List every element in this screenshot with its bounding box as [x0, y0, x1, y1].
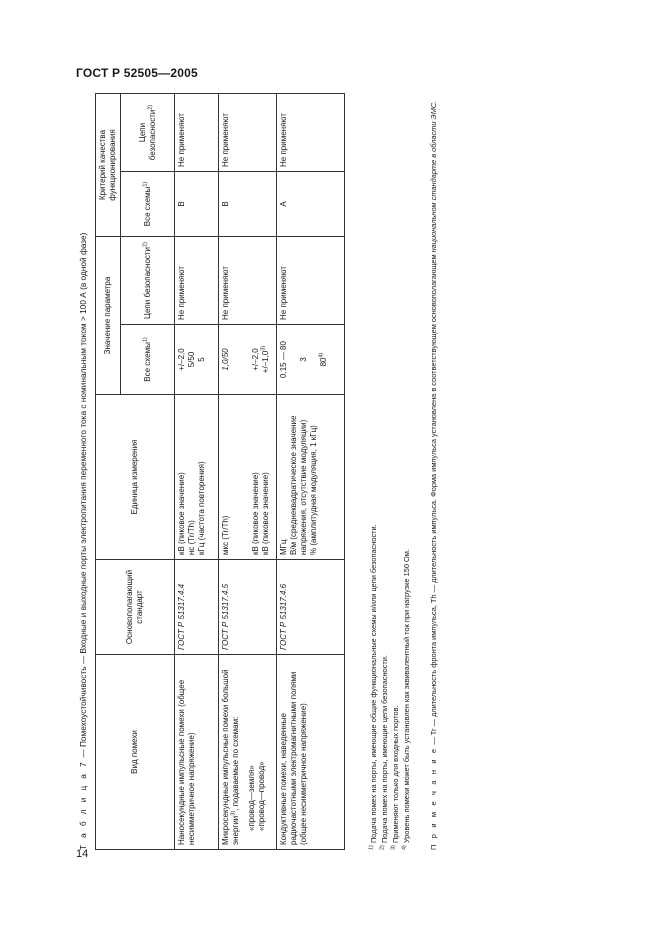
rotated-table-page	[78, 90, 463, 850]
row1-value-safety: Не применяют	[175, 237, 219, 325]
row2-crit-all: В	[219, 172, 277, 237]
immunity-table	[95, 93, 345, 850]
table-note: П р и м е ч а н и е — Tr — длительность фронта импульса, Th — длительность импульса. Форма импульса установлена в соответствующем основополагающем национальном стандарте в области ЭМС.	[429, 100, 438, 850]
header-value-all: Все схемы$^{1)}$	[121, 325, 175, 395]
header-crit-all: Все схемы$^{1)}$	[121, 172, 175, 237]
row3-standard: ГОСТ Р 51317.4.6	[277, 560, 345, 655]
table-row	[175, 93, 219, 849]
row2-kind: Микросекундные импульсные помехи большой энергии$^{3)}$, подаваемые по схемам: «провод—земля» «провод—провод»	[219, 655, 277, 850]
header-criterion-group: Критерий качества функционирования	[96, 93, 121, 236]
row1-standard: ГОСТ Р 51317.4.4	[175, 560, 219, 655]
row1-crit-safety: Не применяют	[175, 93, 219, 171]
row1-crit-all: В	[175, 172, 219, 237]
row2-units: мкс (Tr/Th) кВ (пиковое значение) кВ (пиковое значение)	[219, 395, 277, 560]
header-value-group: Значение параметра	[96, 237, 121, 395]
footnote-4: $^{4)}$ Уровень помехи может быть установлен как эквивалентный ток при нагрузке 150 Ом.	[401, 549, 411, 850]
table-row	[219, 93, 277, 849]
row3-value-safety: Не применяют	[277, 237, 345, 325]
document-header: ГОСТ Р 52505—2005	[76, 66, 198, 80]
row2-crit-safety: Не применяют	[219, 93, 277, 171]
footnotes	[368, 90, 412, 850]
header-value-safety: Цепи безопасности$^{2)}$	[121, 237, 175, 325]
row2-value-safety: Не применяют	[219, 237, 277, 325]
footnote-3: $^{3)}$ Применяют только для входных портов.	[390, 705, 400, 850]
row3-kind: Кондуктивные помехи, наведенные радиочастотными электромагнитными полями (общее несимметричное напряжение)	[277, 655, 345, 850]
row2-values: 1,0/50 +/–2,0 $+/-1,0^{3)}$	[219, 325, 277, 395]
row3-values: 0,15 — 80 3 80$^{4)}$	[277, 325, 345, 395]
row1-units: кВ (пиковое значение) нс (Tr/Th) кГц (частота повторения)	[175, 395, 219, 560]
row1-kind: Наносекундные импульсные помехи (общее несимметричное напряжение)	[175, 655, 219, 850]
header-crit-safety: Цепи безопасности$^{2)}$	[121, 93, 175, 171]
table-row	[277, 93, 345, 849]
footnote-2: $^{2)}$ Подача помех на порты, имеющие цепи безопасности.	[379, 655, 389, 850]
footnote-1: $^{1)}$ Подача помех на порты, имеющие общие функциональные схемы и/или цепи безопасности.	[368, 524, 378, 850]
table-caption	[78, 90, 88, 850]
caption-label: Т а б л и ц а 7	[78, 759, 88, 850]
caption-text: — Помехоустойчивость — Входные и выходные порты электропитания переменного тока с номинальным током > 100 А (в одной фазе)	[78, 232, 88, 760]
header-unit: Единица измерения	[96, 395, 175, 560]
row2-standard: ГОСТ Р 51317.4.5	[219, 560, 277, 655]
header-standard: Основополагающий стандарт	[96, 560, 175, 655]
row3-units: МГц В/м (среднеквадратическое значение напряжения, отсутствие модуляции) % (амплитудная модуляция, 1 кГц)	[277, 395, 345, 560]
row3-crit-all: А	[277, 172, 345, 237]
row3-crit-safety: Не применяют	[277, 93, 345, 171]
row1-values: +/–2,0 5/50 5	[175, 325, 219, 395]
page-number: 14	[76, 848, 89, 860]
header-kind: Вид помехи	[96, 655, 175, 850]
